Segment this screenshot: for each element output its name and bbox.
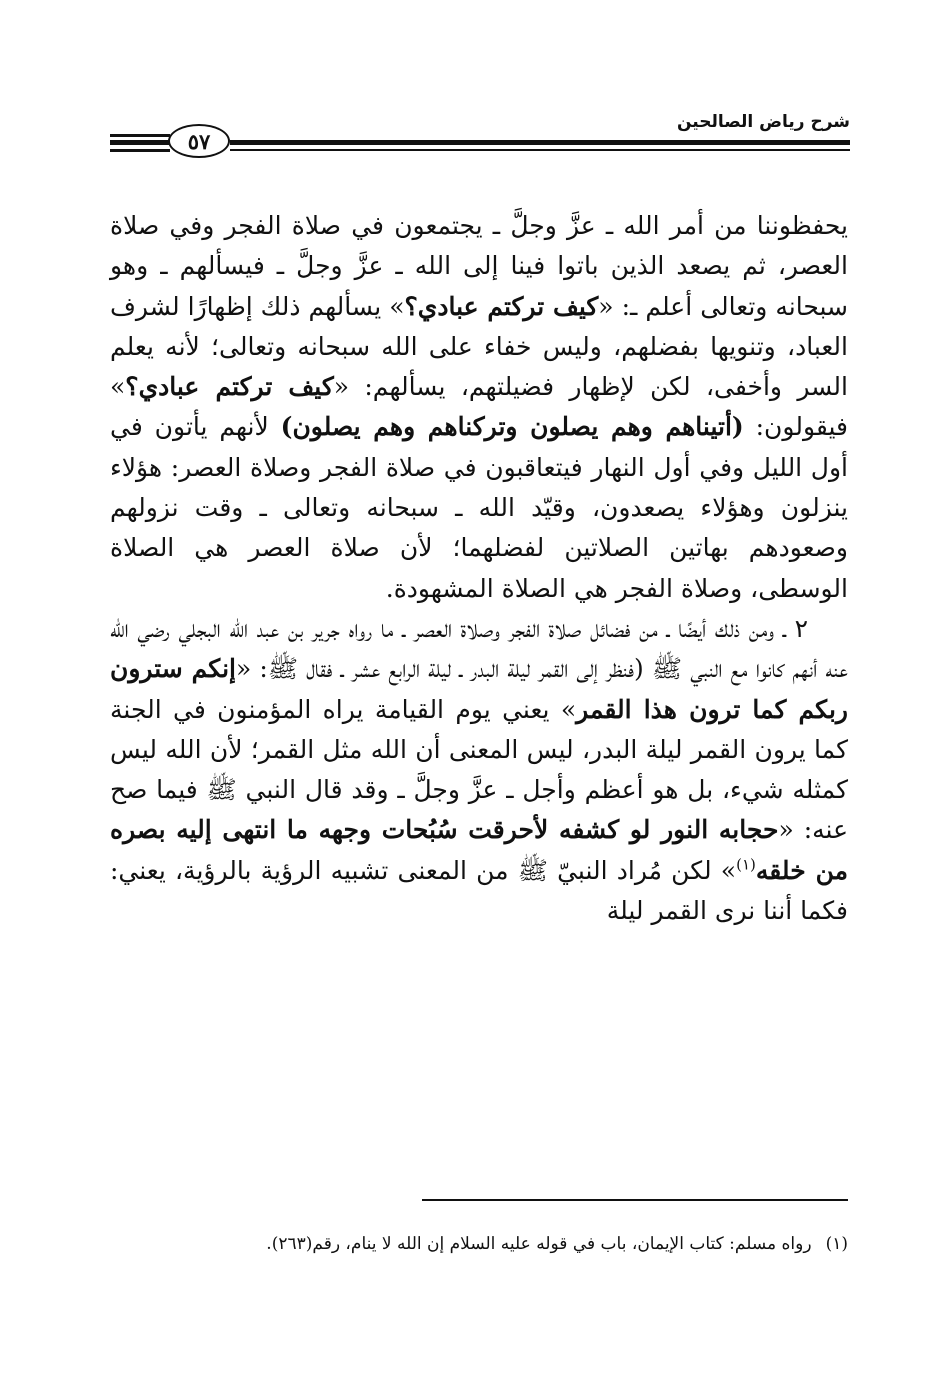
paragraph-1 xyxy=(110,206,848,609)
text-run: » لكن مُراد النبيّ ﷺ من المعنى تشبيه الرؤية بالرؤية، يعني: فكما أننا نرى القمر ليلة xyxy=(110,855,848,926)
text-run: يحفظوننا من أمر الله ـ عزَّ وجلَّ ـ يجتمعون في صلاة الفجر وفي صلاة العصر، ثم يصعد الذين باتوا فينا إلى الله ـ عزَّ وجلَّ ـ فيسألهم ـ وهو سبحانه وتعالى أعلم ـ: « xyxy=(110,211,848,321)
header-left-rule-1 xyxy=(110,134,170,137)
hadith-quote: حجابه النور لو كشفه لأحرقت سُبُحات وجهه ما انتهى إليه بصره من خلقه xyxy=(110,815,848,885)
footnote xyxy=(110,1231,848,1257)
page-number-badge: ٥٧ xyxy=(168,124,230,158)
text-run: » يعني يوم القيامة يراه المؤمنون في الجنة كما يرون القمر ليلة البدر، ليس المعنى أن الله مثل القمر؛ لأن الله ليس كمثله شيء، بل هو أعظم وأجل ـ عزَّ وجلَّ ـ وقد قال النبي ﷺ فيما صح عنه: « xyxy=(110,694,849,845)
header-rule-thick xyxy=(230,140,850,145)
text-run: » فيقولون: xyxy=(110,372,848,442)
hadith-quote: كيف تركتم عبادي؟ xyxy=(404,291,599,321)
page-header xyxy=(0,0,948,170)
header-left-rule-3 xyxy=(110,149,170,152)
text-run: » يسألهم ذلك إظهارًا لشرف العباد، وتنويها بفضلهم، وليس خفاء على الله سبحانه وتعالى؛ لأنه يعلم السر وأخفى، لكن لإظهار فضيلتهم، يسألهم: « xyxy=(110,291,848,402)
footnote-text: رواه مسلم: كتاب الإيمان، باب في قوله عليه السلام إن الله لا ينام، رقم(٢٦٣). xyxy=(266,1234,812,1254)
main-text xyxy=(110,206,848,1166)
hadith-quote: (أتيناهم وهم يصلون وتركناهم وهم يصلون) xyxy=(280,412,744,442)
paragraph-2 xyxy=(110,609,848,931)
text-run: لأنهم يأتون في أول الليل وفي أول النهار فيتعاقبون في صلاة الفجر وصلاة العصر: هؤلاء ينزلون وهؤلاء يصعدون، وقيّد الله ـ سبحانه وتعالى ـ وقت نزولهم وصعودهم بهاتين الصلاتين لفضلهما؛ لأن صلاة العصر هي الصلاة الوسطى، وصلاة الفجر هي الصلاة المشهودة. xyxy=(110,412,848,603)
running-title: شرح رياض الصالحين xyxy=(676,112,850,132)
header-rule-thin xyxy=(230,149,850,151)
footnote-separator xyxy=(422,1199,848,1201)
text-run: ٢ ـ ومن ذلك أيضًا ـ من فضائل صلاة الفجر وصلاة العصر ـ ما رواه جرير بن عبد الله البجلي رضي الله عنه أنهم كانوا مع النبي ﷺ (فنظر إلى القمر ليلة البدر ـ ليلة الرابع عشر ـ فقال ﷺ: « xyxy=(110,613,848,684)
header-left-rule-2 xyxy=(110,140,170,145)
hadith-quote: كيف تركتم عبادي؟ xyxy=(125,372,334,402)
hadith-quote: إنكم سترون ربكم كما ترون هذا القمر xyxy=(110,654,848,724)
footnote-reference[interactable]: (١) xyxy=(736,855,756,874)
footnote-number: (١) xyxy=(825,1234,848,1254)
